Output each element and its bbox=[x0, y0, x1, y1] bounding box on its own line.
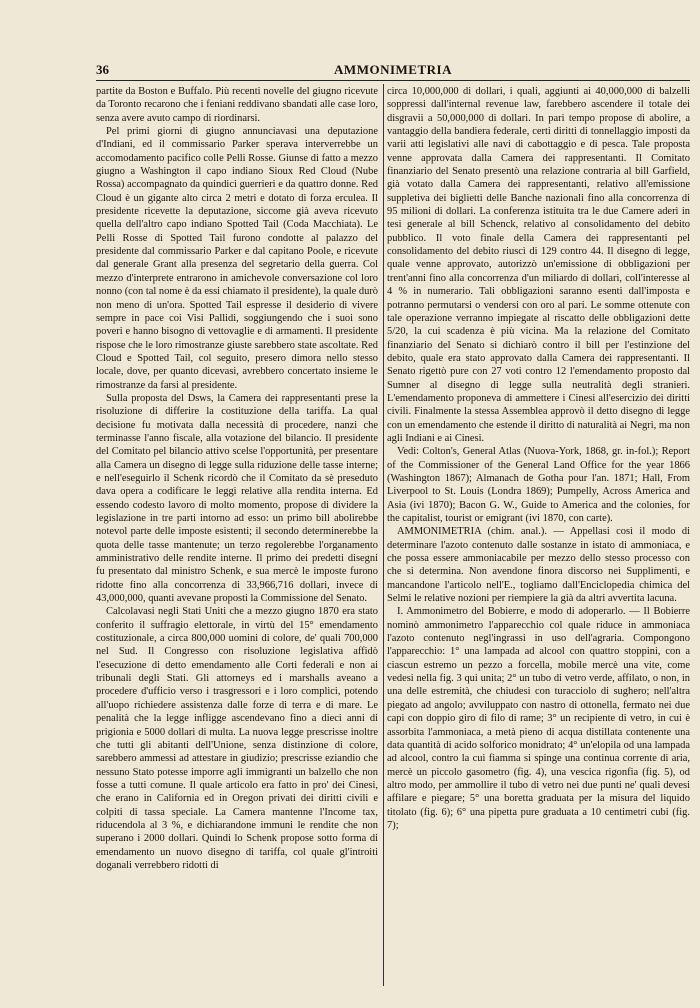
paragraph: Pel primi giorni di giugno annunciavasi una deputazione d'Indiani, ed il commissario Parker sperava interverrebbe un accomodamento pacifico colle Pelli Rosse. Giunse di fatto a mezzo giugno a Washington il capo indiano Sioux Red Cloud (Nube Rossa) accompagnato da quindici guerrieri e da quattro donne. Red Cloud è un gigante alto circa 2 metri e dotato di forza erculea. Il presidente ricevette la deputazione, siccome già aveva ricevuto quella dell'altro capo indiano Spotted Tail (Coda Macchiata). Le Pelli Rosse di Spotted Tail furono condotte al palazzo del presidente dal commissario Parker e dal capitano Poole, e ricevute dal generale Grant alla presenza del segretario della guerra. Col mezzo d'interprete entrarono in amichevole conversazione col loro nonno (con tal nome è da essi chiamato il presidente), la quale durò non meno di un'ora. Spotted Tail espresse il desiderio di vivere sempre in pace coi Visi Pallidi, soggiungendo che i suoi sono poveri e hanno bisogno di vettovaglie e di armamenti. Il presidente rispose che le loro rimostranze giuste sarebbero state ascoltate. Red Cloud e Spotted Tail, col seguito, presero dimora nello stesso locale, dove, per quanto dicevasi, avrebbero concertato insieme le rimostranze da farsi al presidente. bbox=[96, 126, 378, 391]
running-title: AMMONIMETRIA bbox=[334, 62, 452, 77]
page-header bbox=[96, 62, 690, 80]
column-divider bbox=[383, 84, 384, 986]
right-column bbox=[387, 85, 690, 988]
paragraph: Vedi: Colton's, General Atlas (Nuova-York, 1868, gr. in-fol.); Report of the Commissioner of the General Land Office for the year 1866 (Washington 1867); Almanach de Gotha pour l'an. 1871; Hall, From Liverpool to St. Louis (Londra 1869); Pumpelly, Across America and Asia (ivi 1870); Bacon G. W., Guide to America and the colonies, for the capitalist, tourist or emigrant (ivi 1870, con carte). bbox=[387, 446, 690, 524]
paragraph: Sulla proposta del Dsws, la Camera dei rappresentanti prese la risoluzione di differire la costituzione della tariffa. La qual decisione fu motivata dalla necessità di procedere, nanzi che terminasse l'anno fiscale, alla votazione del bilancio. Il presidente del Comitato pel bilancio attivo scelse l'opportunità, per presentare alla Camera un disegno di legge sulla riduzione delle tasse interne; e nell'eseguirlo il Schenk ricordò che il Comitato da sè preseduto dava opera a codificare le leggi relative alla rendita interna. Ed essendo codesto lavoro di molto momento, propose di dividere la legislazione in tre parti intorno ad esso: un primo bill abolirebbe notevol parte delle imposte esistenti; il secondo determinerebbe la quota delle tasse mantenute; un terzo regolerebbe l'organamento amministrativo delle rendite interne. Il primo dei predetti disegni fu presentato dal ministro Schenk, e sua mercè le imposte furono ridotte fino alla concorrenza di 33,966,716 dollari, invece di 43,000,000, quanti avevane proposti la Commissione del Senato. bbox=[96, 392, 378, 605]
paragraph: Calcolavasi negli Stati Uniti che a mezzo giugno 1870 era stato conferito il suffragio elettorale, in virtù del 15° emendamento costituzionale, a circa 800,000 uomini di colore, de' quali 700,000 nel Sud. Il Congresso con risoluzione legislativa affidò l'esecuzione di detto emendamento alle Corti federali e non ai tribunali degli Stati. Gli attorneys ed i marshalls aveano a procedere d'ufficio verso i trasgressori e i loro complici, potendo all'uopo richiedere assistenza dalle forze di terra e di mare. Le penalità che la legge infligge ascendevano fino a dieci anni di prigionia e 5000 dollari di multa. La nuova legge prescrisse inoltre che tutti gli abitanti dell'Unione, senza distinzione di colore, sarebbero ammessi ad attestare in giudizio; prescrisse eziandio che nessuno Stato potesse imporre agli immigranti un balzello che non fosse a tutti comune. Il quale articolo era fatto in pro' dei Cinesi, che erano in California ed in Oregon privati dei diritti civili e colpiti di tassa speciale. La Camera mantenne l'Income tax, riducendola al 3 %, e dichiarandone immuni le rendite che non superano i 2000 dollari. Quindi lo Schenk propose sotto forma di emendamento un nuovo disegno di tariffa, col quale gl'introiti doganali verrebbero ridotti di bbox=[96, 606, 378, 871]
page-number: 36 bbox=[96, 62, 109, 77]
header-rule bbox=[96, 80, 690, 81]
left-column bbox=[96, 85, 378, 988]
paragraph: I. Ammonimetro del Bobierre, e modo di adoperarlo. — Il Bobierre nominò ammonimetro l'apparecchio col quale riduce in ammoniaca l'azoto contenuto negl'ingrassi in uso dell'agraria. Compongono l'apparecchio: 1° una lampada ad alcool con quattro stoppini, con a ciascun estremo un pezzo a forcella, mobile mercè una vite, come vedesi nella fig. 3 qui unita; 2° un tubo di vetro verde, affilato, o non, in una delle estremità, che chiudesi con turacciolo di sughero; nell'altra piegato ad angolo; avviluppato con nastro di ottonella, fermato nei due capi con doppio giro di filo di rame; 3° un recipiente di vetro, in cui è assorbita l'ammoniaca, a metà pieno di acqua distillata contenente una data quantità di acido solforico monidrato; 4° un'elopila od una lampada ad alcool, contro la cui fiamma si spinge una continua corrente di aria, mercè un piccolo gasometro (fig. 4), una vescica rigonfia (fig. 5), od altro modo, per ammollire il tubo di vetro nei due punti ne' quali devesi affilare e piegare; 5° una boretta graduata per la misura del liquido titolato (fig. 6); 6° una pipetta pure graduata a 10 centimetri cubi (fig. 7); bbox=[387, 606, 690, 831]
paragraph: partite da Boston e Buffalo. Più recenti novelle del giugno ricevute da Toronto recarono che i feniani reddivano sbandati alle case loro, senza avere avuto campo di riordinarsi. bbox=[96, 86, 378, 124]
paragraph: circa 10,000,000 di dollari, i quali, aggiunti ai 40,000,000 di balzelli soppressi dall'internal revenue law, farebbero ascendere il totale dei disgravii a 50,000,000 di dollari. In pari tempo propose di abolire, a vantaggio della bandiera federale, certi diritti di tonnellaggio imposti da varii atti legislativi alle navi di cabottaggio e di pesca. Tale proposta venne approvata dalla Camera dei rappresentanti. Il Comitato finanziario del Senato presentò una relazione contraria al bill Garfield, già votato dalla Camera dei rappresentanti, relativo all'emissione suppletiva dei biglietti delle Banche nazionali fino alla concorrenza di 95 milioni di dollari. La conferenza istituita tra le due Camere aderì in tesi generale al bill Schenck, relativo al consolidamento del debito pubblico. Il voto finale della Camera dei rappresentanti pel consolidamento del debito riuscì di 129 contro 44. Il disegno di legge, quale venne approvato, autorizzò un'emissione di obbligazioni per trent'anni fino alla concorrenza d'un miliardo di dollari, coll'interesse al 4 % in numerario. Tali obbligazioni saranno esenti dall'imposta e potranno permutarsi o vendersi con oro al pari. Le somme ottenute con tale operazione verranno impiegate al riscatto delle obbligazioni dette 5/20, la cui scadenza è più vicina. Ma la relazione del Comitato finanziario del Senato si dichiarò contro il bill per l'estinzione del debito, quale era stato approvato dalla Camera dei rappresentanti. Il Senato rigettò pure con 27 voti contro 12 l'emendamento proposto dal Sumner al disegno di legge sulla neutralità degli stranieri. L'emendamento proponeva di ammettere i Cinesi all'esercizio dei diritti civili. Finalmente la stessa Assemblea approvò il detto disegno di legge con un emendamento che estende il diritto di naturalità ai Negri, ma non agli Indiani e ai Cinesi. bbox=[387, 86, 690, 444]
article-heading-paragraph: AMMONIMETRIA (chim. anal.). — Appellasi così il modo di determinare l'azoto contenuto dalle sostanze in istato di ammoniaca, e che possa essere ammoniacabile per mezzo dello stesso processo con che si determina. Non avendone finora discorso nei Supplimenti, e mancandone l'articolo nell'E., togliamo dall'Enciclopedia chimica del Selmi le relative nozioni per riempiere la già da altri avvertita lacuna. bbox=[387, 526, 690, 605]
